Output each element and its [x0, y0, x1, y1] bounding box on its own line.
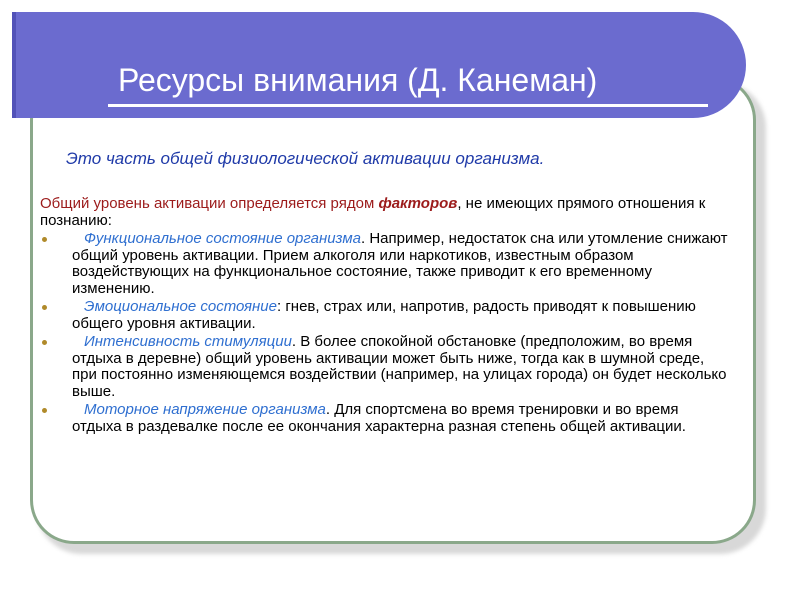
bullet-icon — [42, 237, 47, 242]
factor-text: . Например, недостаток сна или утомление снижают общий уровень активации. Прием алкоголя или наркотиков, известным образом воздействующих на функциональное состояние, также приводит к его временному изменению. — [72, 230, 728, 297]
list-item — [40, 231, 730, 297]
bullet-icon — [42, 340, 47, 345]
factor-name: Моторное напряжение организма — [84, 401, 326, 418]
intro-lead: Общий уровень активации определяется рядом — [40, 195, 379, 212]
intro-rest: , не имеющих прямого отношения к познанию: — [40, 195, 706, 229]
slide-title: Ресурсы внимания (Д. Канеман) — [118, 62, 598, 98]
intro-paragraph — [40, 196, 730, 229]
slide-subtitle: Это часть общей физиологической активации организма. — [66, 149, 545, 168]
factor-name: Функциональное состояние организма — [84, 230, 361, 247]
bullet-icon — [42, 408, 47, 413]
list-item — [40, 334, 730, 400]
bullet-icon — [42, 305, 47, 310]
list-item — [40, 299, 730, 332]
body-text — [40, 196, 730, 437]
title-banner-edge — [12, 12, 16, 118]
factor-name: Эмоциональное состояние — [84, 298, 277, 315]
factor-text: : гнев, страх или, напротив, радость приводят к повышению общего уровня активации. — [72, 298, 696, 332]
list-item — [40, 402, 730, 435]
intro-keyword: факторов — [378, 195, 458, 212]
title-underline — [108, 104, 708, 107]
factor-text: . В более спокойной обстановке (предположим, во время отдыха в деревне) общий уровень активации может быть ниже, тогда как в шумной среде, при постоянно изменяющемся воздействии (например, на улицах города) он будет несколько выше. — [72, 333, 727, 400]
factor-name: Интенсивность стимуляции — [84, 333, 292, 350]
factor-text: . Для спортсмена во время тренировки и во время отдыха в раздевалке после ее окончания характерна разная степень общей активации. — [72, 401, 686, 435]
factor-list — [40, 231, 730, 435]
